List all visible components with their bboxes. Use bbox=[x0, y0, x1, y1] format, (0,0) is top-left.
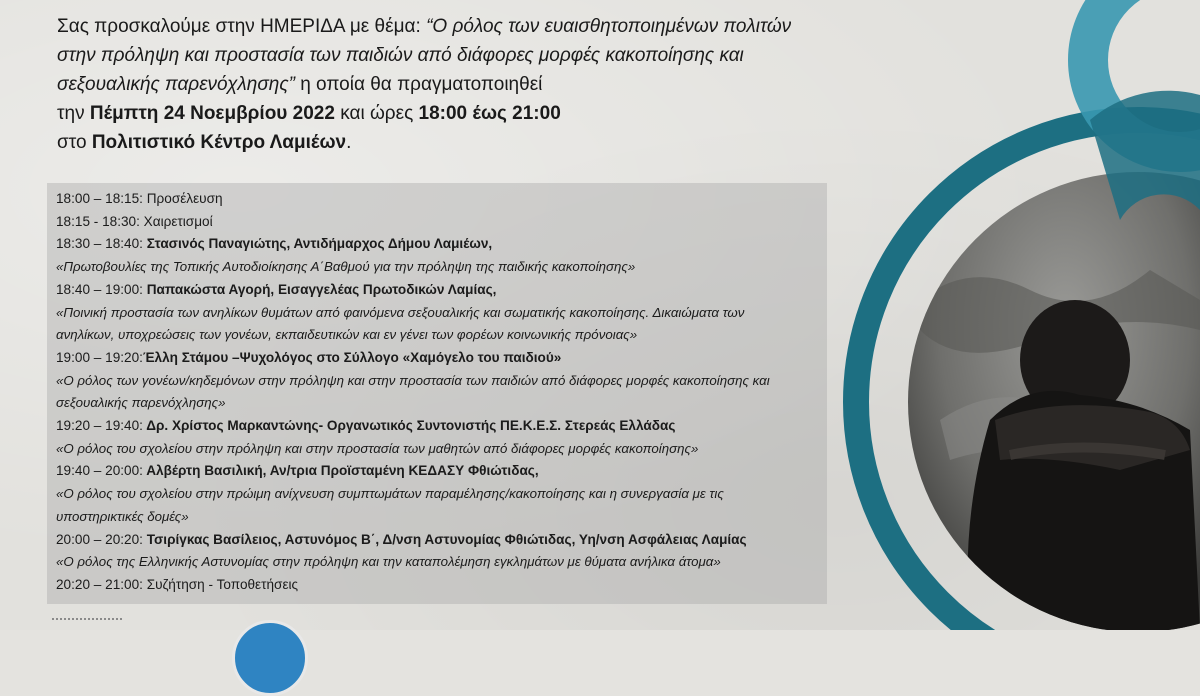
program-description-text: ανηλίκων, υποχρεώσεις των γονέων, εκπαιδευτικών και εν γένει των φορέων κοινωνικής πρόνοιας» bbox=[56, 327, 638, 343]
program-description bbox=[56, 370, 826, 393]
program-speaker: Παπακώστα Αγορή, Εισαγγελέας Πρωτοδικών Λαμίας, bbox=[142, 281, 497, 297]
program-speaker: Αλβέρτη Βασιλική, Αν/τρια Προϊσταμένη ΚΕΔΑΣΥ Φθιώτιδας, bbox=[142, 463, 539, 479]
program-item bbox=[56, 233, 826, 256]
program-description-text: «Ο ρόλος των γονέων/κηδεμόνων στην πρόληψη και στην προστασία των παιδιών από διάφορες μορφές κακοποίησης και bbox=[56, 372, 770, 388]
event-date: Πέμπτη 24 Νοεμβρίου 2022 bbox=[89, 103, 335, 124]
program-time: 18:30 – 18:40: bbox=[56, 236, 143, 252]
program-time: 18:00 – 18:15: bbox=[56, 191, 143, 206]
intro-line-5: στο Πολιτιστικό Κέντρο Λαμιέων. bbox=[57, 132, 352, 153]
intro-line-1: Σας προσκαλούμε στην ΗΜΕΡΙΔΑ με θέμα: “Ο ρόλος των ευαισθητοποιημένων πολιτών bbox=[57, 16, 792, 37]
program-time: 20:20 – 21:00: bbox=[56, 576, 143, 592]
program-item bbox=[56, 460, 826, 483]
program-description bbox=[56, 483, 826, 506]
program-description-text: «Πρωτοβουλίες της Τοπικής Αυτοδιοίκησης Α΄Βαθμού για την πρόληψη της παιδικής κακοποίησης» bbox=[56, 259, 636, 275]
program-time: 19:40 – 20:00: bbox=[56, 463, 143, 479]
program-description-text: «Ο ρόλος του σχολείου στην πρόληψη και στην προστασία των μαθητών από διάφορες μορφές κακοποίησης» bbox=[56, 440, 699, 456]
program-item bbox=[56, 211, 826, 234]
sad-girl-photo bbox=[900, 160, 1200, 630]
program-description-text: υποστηρικτικές δομές» bbox=[56, 508, 189, 524]
program-item bbox=[56, 574, 826, 597]
program-description bbox=[56, 324, 826, 347]
program-box bbox=[47, 183, 827, 604]
program-title: Χαιρετισμοί bbox=[139, 213, 213, 229]
program-list bbox=[56, 188, 826, 597]
program-speaker: Έλλη Στάμου –Ψυχολόγος στο Σύλλογο «Χαμόγελο του παιδιού» bbox=[142, 349, 562, 365]
program-title: Προσέλευση bbox=[142, 191, 223, 206]
program-item bbox=[56, 279, 826, 302]
program-description bbox=[56, 302, 826, 325]
program-item bbox=[56, 529, 826, 552]
intro-line-2: στην πρόληψη και προστασία των παιδιών από διάφορες μορφές κακοποίησης και bbox=[57, 45, 744, 66]
program-description bbox=[56, 506, 826, 529]
program-item bbox=[56, 415, 826, 438]
program-description-text: «Ο ρόλος του σχολείου στην πρώιμη ανίχνευση συμπτωμάτων παραμέλησης/κακοποίησης και η συνεργασία με τις bbox=[56, 486, 724, 502]
program-description-text: «Ο ρόλος της Ελληνικής Αστυνομίας στην πρόληψη και την καταπολέμηση εγκλημάτων με θύματα ανήλικα άτομα» bbox=[56, 554, 721, 570]
teal-ring-graphic bbox=[820, 0, 1200, 630]
program-description bbox=[56, 551, 826, 574]
program-time: 19:00 – 19:20: bbox=[56, 349, 143, 365]
sponsor-logo-left bbox=[52, 618, 122, 634]
program-speaker: Στασινός Παναγιώτης, Αντιδήμαρχος Δήμου Λαμιέων, bbox=[142, 236, 493, 252]
program-item bbox=[56, 188, 826, 211]
program-description-text: σεξουαλικής παρενόχλησης» bbox=[56, 395, 226, 411]
invitation-text bbox=[57, 12, 837, 157]
intro-line-3: σεξουαλικής παρενόχλησης” η οποία θα πραγματοποιηθεί bbox=[57, 74, 543, 95]
event-venue: Πολιτιστικό Κέντρο Λαμιέων bbox=[91, 132, 347, 153]
program-time: 18:40 – 19:00: bbox=[56, 281, 143, 297]
program-description bbox=[56, 256, 826, 279]
sponsor-logo-blue bbox=[232, 620, 308, 696]
program-time: 18:15 - 18:30: bbox=[56, 213, 140, 229]
program-speaker: Δρ. Χρίστος Μαρκαντώνης- Οργανωτικός Συντονιστής ΠΕ.Κ.Ε.Σ. Στερεάς Ελλάδας bbox=[142, 418, 676, 434]
program-title: Συζήτηση - Τοποθετήσεις bbox=[142, 576, 299, 592]
program-description-text: «Ποινική προστασία των ανηλίκων θυμάτων από φαινόμενα σεξουαλικής και σωματικής κακοποίησης. Δικαιώματα των bbox=[56, 304, 745, 320]
program-item bbox=[56, 347, 826, 370]
event-time: 18:00 έως 21:00 bbox=[418, 103, 561, 124]
program-time: 19:20 – 19:40: bbox=[56, 418, 143, 434]
program-speaker: Τσιρίγκας Βασίλειος, Αστυνόμος Β΄, Δ/νση Αστυνομίας Φθιώτιδας, Υη/νση Ασφάλειας Λαμίας bbox=[142, 531, 747, 547]
intro-line-4: την Πέμπτη 24 Νοεμβρίου 2022 και ώρες 18:00 έως 21:00 bbox=[57, 103, 561, 124]
program-description bbox=[56, 392, 826, 415]
program-time: 20:00 – 20:20: bbox=[56, 531, 143, 547]
program-description bbox=[56, 438, 826, 461]
